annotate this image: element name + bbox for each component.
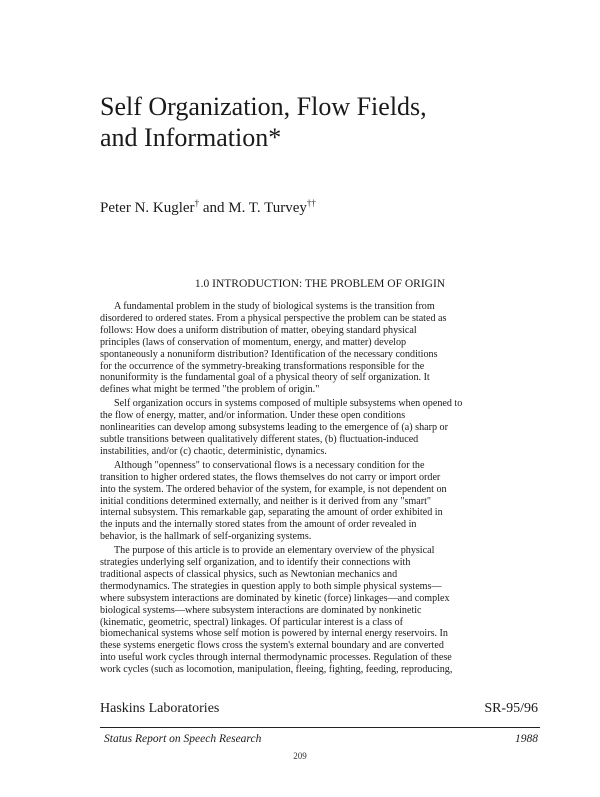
paragraph-line: (kinematic, geometric, spectral) linkages. Of particular interest is a class of [100, 616, 403, 628]
paragraph-line: these systems energetic flows cross the system's external boundary and are converted [100, 640, 444, 652]
paragraph-line: biological systems—where subsystem interactions are dominated by nonkinetic [100, 604, 422, 616]
footer-rule [100, 727, 540, 728]
paragraph-line: Although "openness" to conservational flows is a necessary condition for the [114, 459, 425, 471]
paragraph-line: follows: How does a uniform distribution of matter, obeying standard physical [100, 324, 417, 336]
paragraph-line: biomechanical systems whose self motion is powered by internal energy reservoirs. In [100, 628, 448, 640]
section-heading: 1.0 INTRODUCTION: THE PROBLEM OF ORIGIN [194, 278, 446, 290]
author-conjunction: and [199, 200, 229, 216]
footer-report-code: SR-95/96 [484, 701, 538, 716]
paragraph-line: subtle transitions between qualitatively different states, (b) fluctuation-induced [100, 433, 419, 445]
paragraph-line: work cycles (such as locomotion, manipulation, fleeing, fighting, feeding, reproducing, [100, 664, 453, 676]
paragraph-line: for the occurrence of the symmetry-breaking transformations responsible for the [100, 360, 425, 372]
author-turvey: M. T. Turvey [228, 200, 307, 216]
page-number: 209 [293, 751, 307, 761]
paragraph-line: A fundamental problem in the study of biological systems is the transition from [114, 301, 435, 312]
title-line-2: and Information* [100, 123, 282, 152]
paragraph [100, 545, 540, 676]
body-text [100, 301, 540, 676]
paragraph-line: where subsystem interactions are dominated by kinetic (force) linkages—and complex [100, 592, 450, 604]
author-kugler-footnote-mark: † [194, 198, 200, 208]
paragraph-line: thermodynamics. The strategies in question apply to both simple physical systems— [100, 580, 442, 592]
paragraph-line: instabilities, and/or (c) chaotic, deterministic, dynamics. [100, 445, 327, 457]
paragraph-line: nonuniformity is the fundamental goal of a physical theory of self organization. It [100, 372, 430, 384]
author-kugler: Peter N. Kugler [100, 200, 195, 216]
footer-report-name: Status Report on Speech Research [104, 733, 262, 745]
footer-organization: Haskins Laboratories [100, 701, 220, 716]
paragraph [100, 460, 540, 543]
paragraph-line: disordered to ordered states. From a physical perspective the problem can be stated as [100, 312, 447, 324]
paragraph-line: the inputs and the internally stored states from the amount of order revealed in [100, 519, 417, 531]
paragraph [100, 398, 540, 458]
footer-year: 1988 [515, 733, 538, 745]
paragraph-line: Self organization occurs in systems composed of multiple subsystems when opened to [114, 398, 463, 410]
paragraph-line: the flow of energy, matter, and/or information. Under these open conditions [100, 410, 406, 422]
paragraph-line: The purpose of this article is to provide an elementary overview of the physical [114, 545, 435, 557]
paragraph-line: into the system. The ordered behavior of the system, for example, is not dependent on [100, 483, 447, 495]
paragraph-line: initial conditions determined externally, and neither is it derived from any "smart" [100, 495, 432, 507]
paragraph-line: into useful work cycles through internal thermodynamic processes. Regulation of these [100, 652, 452, 664]
title-line-1: Self Organization, Flow Fields, [100, 92, 427, 121]
paragraph [100, 301, 540, 396]
paragraph-line: transition to higher ordered states, the flows themselves do not carry or import order [100, 471, 441, 483]
paragraph-line: behavior, is the hallmark of self-organizing systems. [100, 531, 312, 543]
paragraph-line: spontaneously a nonuniform distribution? Identification of the necessary conditions [100, 348, 438, 360]
paragraph-line: nonlinearities can develop among subsystems leading to the emergence of (a) sharp or [100, 422, 448, 434]
paragraph-line: defines what might be termed "the problem of origin." [100, 384, 320, 396]
paragraph-line: principles (laws of conservation of momentum, energy, and matter) develop [100, 336, 407, 348]
author-turvey-footnote-mark: †† [306, 198, 316, 208]
paper-title [100, 91, 520, 153]
paragraph-line: internal subsystem. This remarkable gap, separating the amount of order exhibited in [100, 507, 443, 519]
paragraph-line: strategies underlying self organization, and to identify their connections with [100, 557, 411, 569]
author-list [100, 198, 316, 217]
paragraph-line: traditional aspects of classical physics, such as Newtonian mechanics and [100, 568, 398, 580]
